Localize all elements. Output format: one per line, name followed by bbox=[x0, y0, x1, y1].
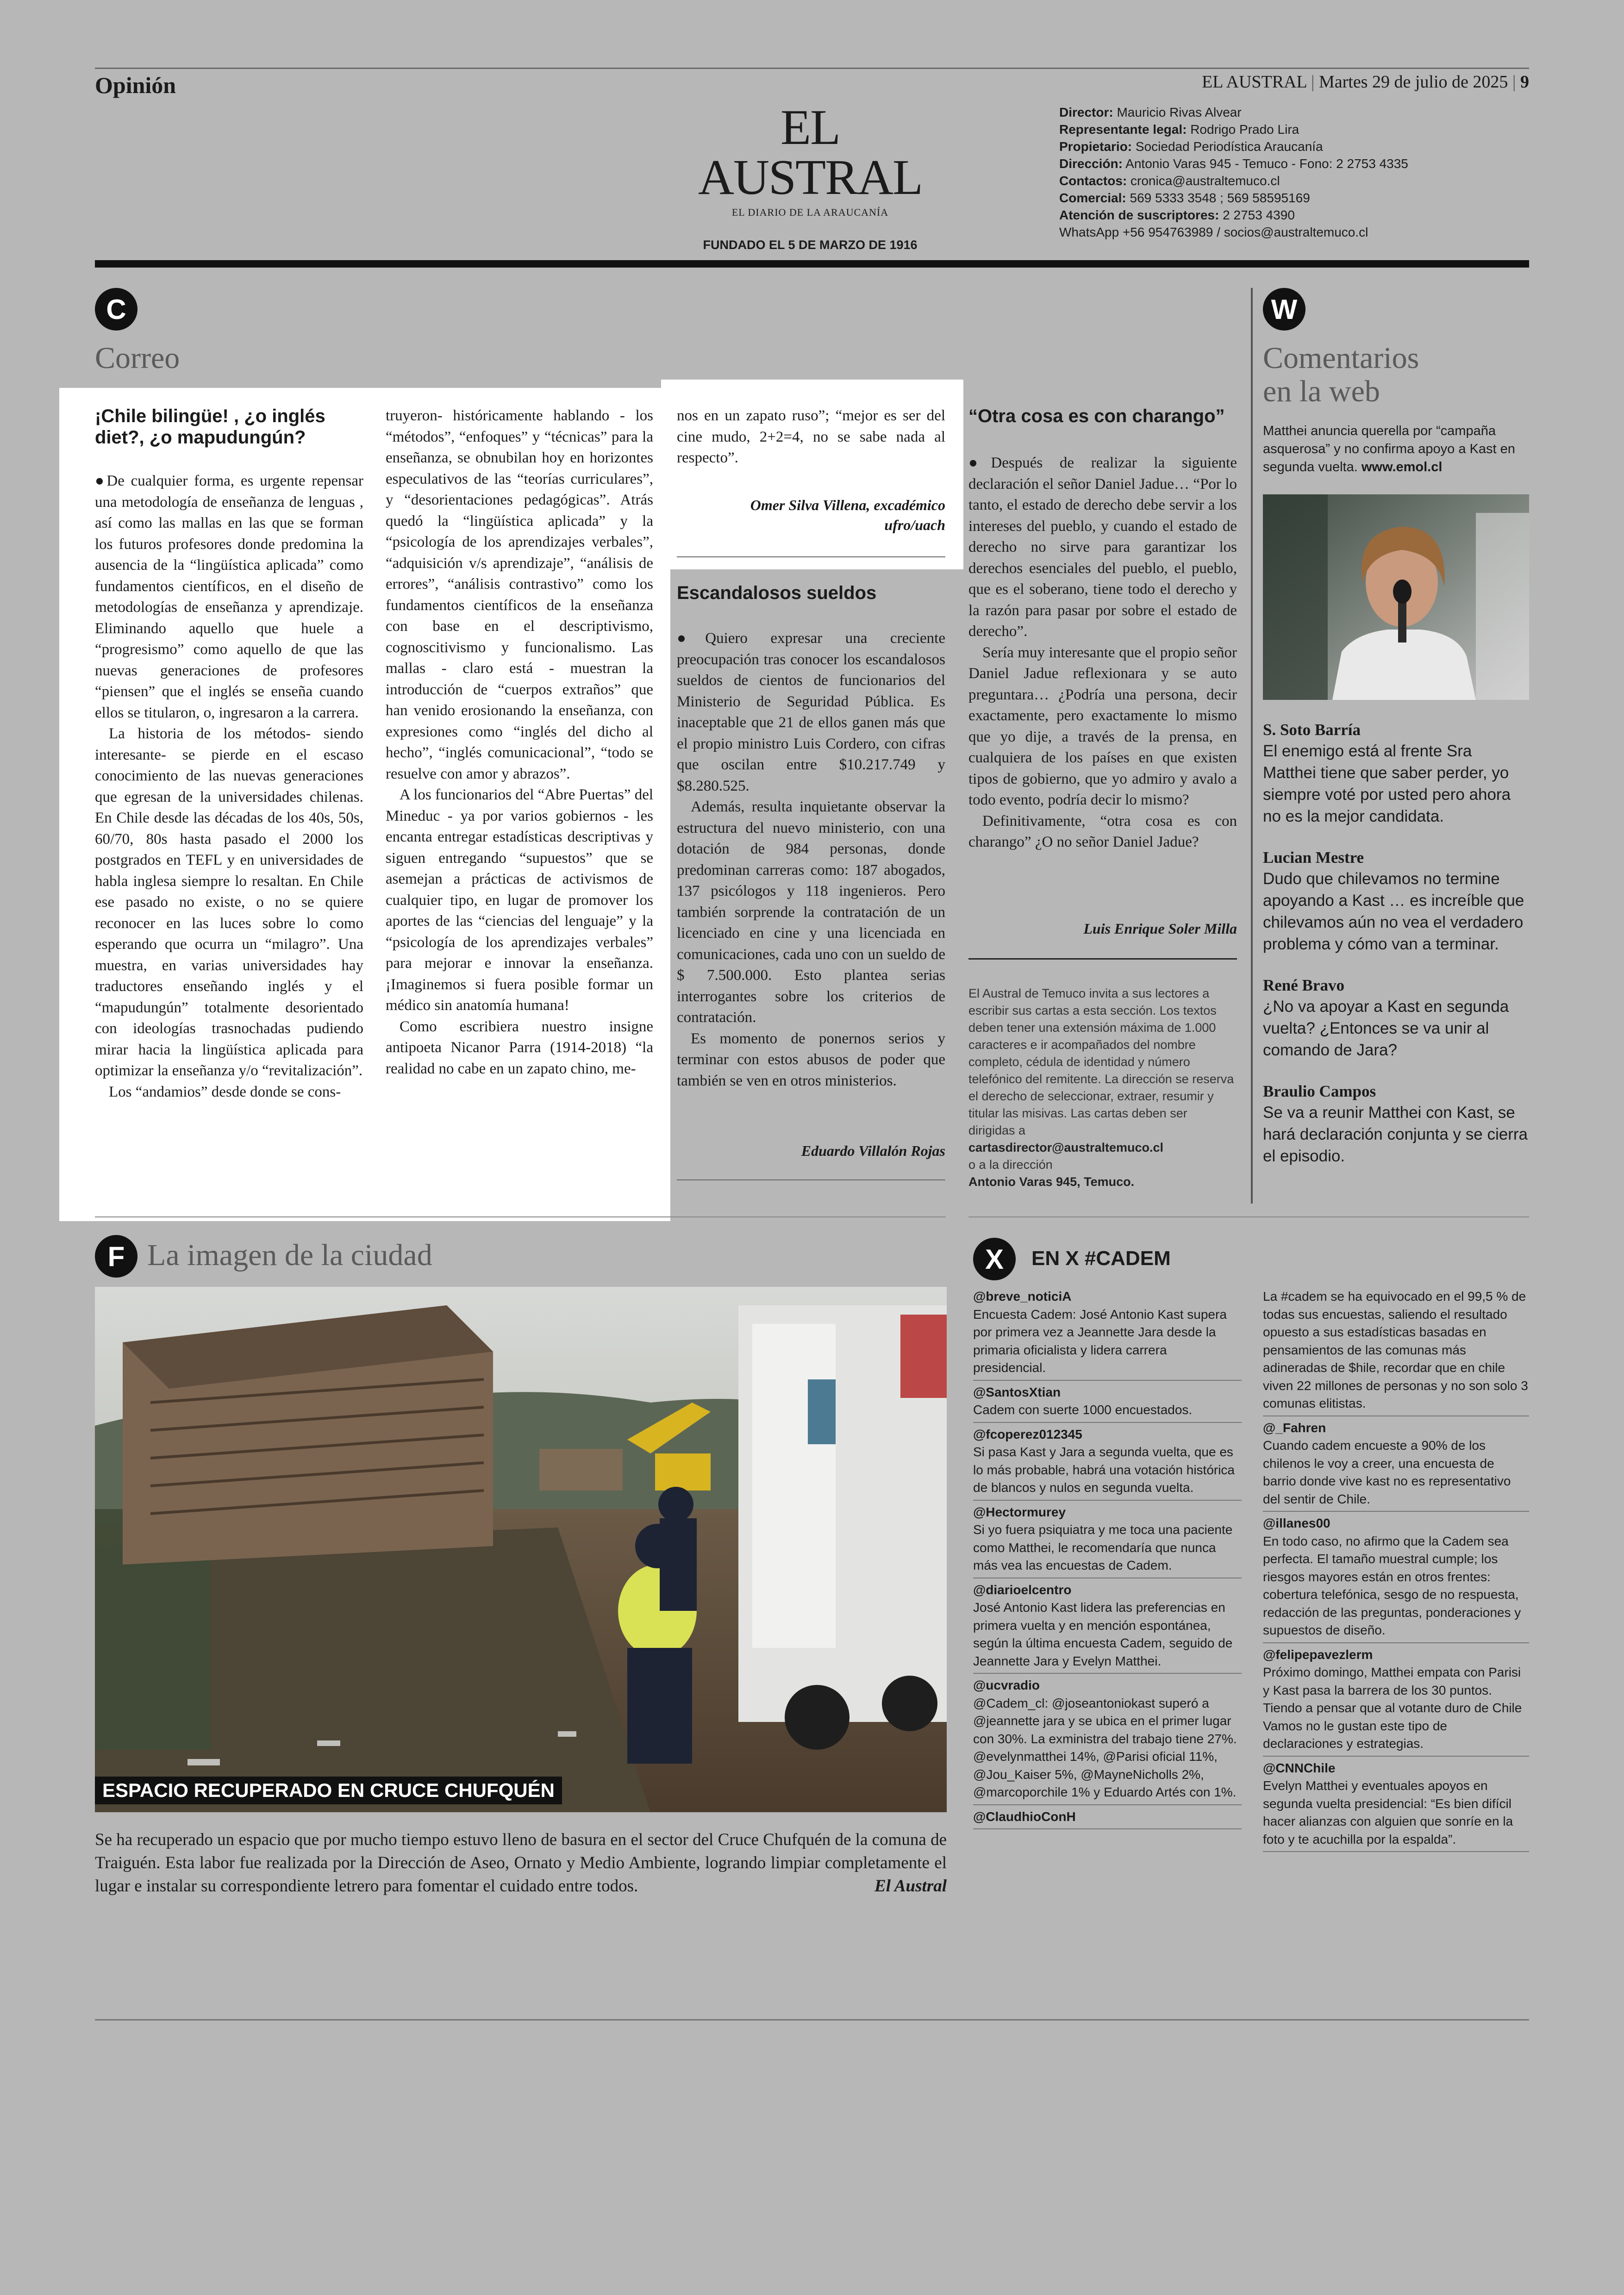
staff-row bbox=[1059, 121, 1531, 138]
letter3-p2: Sería muy interesante que el propio señor Daniel Jadue reflexionara y se auto preguntara… ¿Podría una persona, decir exactamente, pero exactamente lo mismo que yo dije, a través de la prensa, en cualquiera de los países en que existen tipos de gobierno, que yo admiro y avalo a todo evento, podría decir lo mismo? bbox=[968, 644, 1237, 808]
staff-row bbox=[1059, 189, 1531, 206]
city-photo bbox=[95, 1287, 947, 1812]
web-intro bbox=[1263, 422, 1529, 476]
staff-row bbox=[1059, 138, 1531, 155]
letter2-title: Escandalosos sueldos bbox=[677, 583, 877, 603]
x-post-handle[interactable]: @CNNChile bbox=[1263, 1760, 1336, 1775]
staff-box bbox=[1059, 104, 1531, 241]
letter1-col2-p3: Como escribiera nuestro insigne antipoeta Nicanor Parra (1914-2018) “la realidad no cabe en un zapato chino, me- bbox=[386, 1018, 653, 1077]
staff-value: Antonio Varas 945 - Temuco - Fono: 2 2753 4335 bbox=[1122, 156, 1408, 171]
city-top-rule bbox=[95, 1216, 946, 1217]
web-comment-text: Se va a reunir Matthei con Kast, se hará declaración conjunta y se cierra el episodio. bbox=[1263, 1104, 1528, 1165]
x-post-text: La #cadem se ha equivocado en el 99,5 % de todas sus encuestas, saliendo el resultado opuesto a sus estadísticas basadas en pensamientos de las comunas más adineradas de $hile, recordar que en chile viven 22 millones de personas y no son solo 3 comunas elitistas. bbox=[1263, 1289, 1528, 1410]
x-post bbox=[973, 1384, 1242, 1423]
staff-label: Atención de suscriptores: bbox=[1059, 208, 1219, 222]
staff-value: 569 5333 3548 ; 569 58595169 bbox=[1126, 191, 1310, 205]
staff-row bbox=[1059, 206, 1531, 224]
city-photo-svg bbox=[95, 1287, 947, 1812]
staff-label: Director: bbox=[1059, 105, 1113, 119]
staff-label: Propietario: bbox=[1059, 139, 1132, 154]
letter3-signature: Luis Enrique Soler Milla bbox=[1083, 920, 1237, 937]
letter1-col1-p1: ●De cualquier forma, es urgente repensar una metodología de enseñanza de lenguas , así como las mallas en las que se forman los futuros profesores donde predomina la ausencia de la “lingüística aplicada” como fundamentos científicos, en el diseño de metodologías de enseñanza y aprendizaje. Eliminando aquello que huele a “progresismo” como aquello de que las nuevas generaciones de profesores “piensen” que el inglés se enseña cuando ellos se titularon, o, ingresaron a la carrera. bbox=[95, 473, 363, 721]
letters-notice bbox=[968, 985, 1237, 1191]
letter1-col1 bbox=[95, 471, 363, 1103]
city-photo-label: ESPACIO RECUPERADO EN CRUCE CHUFQUÉN bbox=[95, 1777, 562, 1804]
x-post-handle[interactable]: @ClaudhioConH bbox=[973, 1809, 1076, 1824]
letter1-col1-p3: Los “andamios” desde donde se cons- bbox=[109, 1083, 341, 1100]
x-post-text: @Cadem_cl: @joseantoniokast superó a @jeannette jara y se ubica en el primer lugar con 30%. La exministra del trabajo tiene 27%. @evelynmatthei 14%, @Parisi oficial 11%, @Jou_Kaiser 5%, @MayneNicholls 2%, @marcoporchile 1% y Eduardo Artés con 1%. bbox=[973, 1696, 1237, 1799]
web-comment-author: René Bravo bbox=[1263, 976, 1344, 994]
web-intro-link[interactable]: www.emol.cl bbox=[1361, 460, 1443, 474]
staff-row bbox=[1059, 104, 1531, 121]
web-comment-author: Braulio Campos bbox=[1263, 1082, 1376, 1100]
letter2-p1: ●Quiero expresar una creciente preocupación tras conocer los escandalosos sueldos de cientos de funcionarios del Ministerio de Seguridad Pública. Es inaceptable que 21 de ellos ganen más que el propio ministro Luis Cordero, con cifras que oscilan entre $10.217.749 y $8.280.525. bbox=[677, 630, 945, 794]
staff-value: WhatsApp +56 954763989 / socios@australtemuco.cl bbox=[1059, 225, 1368, 239]
web-comment-author: S. Soto Barría bbox=[1263, 721, 1361, 739]
x-badge: X bbox=[973, 1238, 1016, 1280]
staff-row bbox=[1059, 172, 1531, 189]
web-title-line2: en la web bbox=[1263, 374, 1380, 408]
staff-label: Comercial: bbox=[1059, 191, 1126, 205]
notice-address: Antonio Varas 945, Temuco. bbox=[968, 1175, 1135, 1189]
x-post-text: Si yo fuera psiquiatra y me toca una paciente como Matthei, le recomendaría que nunca más vea las encuestas de Cadem. bbox=[973, 1522, 1233, 1572]
x-post-handle[interactable]: @fcoperez012345 bbox=[973, 1427, 1082, 1441]
letter1-title: ¡Chile bilingüe! , ¿o inglés diet?, ¿o mapudungún? bbox=[95, 406, 325, 448]
staff-label: Dirección: bbox=[1059, 156, 1123, 171]
notice-text: El Austral de Temuco invita a sus lectores a escribir sus cartas a esta sección. Los textos deben tener una extensión máxima de 1.000 caracteres e ir acompañados del nombre completo, cédula de identidad y número telefónico del remitente. La dirección se reserva el derecho de seleccionar, extraer, resumir y titular las misivas. Las cartas deben ser dirigidas a bbox=[968, 986, 1234, 1137]
web-comments-list bbox=[1263, 720, 1529, 1187]
letter1-col3 bbox=[677, 405, 945, 469]
letter1-col3-p1: nos en un zapato ruso”; “mejor es ser del cine mudo, 2+2=4, no se sabe nada al respecto”. bbox=[677, 407, 945, 466]
x-post-text: Si pasa Kast y Jara a segunda vuelta, que es lo más probable, habrá una votación histórica de blancos y nulos en segunda vuelta. bbox=[973, 1445, 1235, 1495]
x-post bbox=[973, 1288, 1242, 1381]
x-col2 bbox=[1263, 1288, 1529, 1855]
web-comment-text: Dudo que chilevamos no termine apoyando a Kast … es increíble que chilevamos aún no vea el verdadero problema y cómo van a terminar. bbox=[1263, 870, 1524, 953]
staff-row bbox=[1059, 155, 1531, 172]
x-post-text: Cuando cadem encueste a 90% de los chilenos le voy a creer, una encuesta de barrio donde vive kast no es representativo del sentir de Chile. bbox=[1263, 1438, 1511, 1506]
x-post-handle[interactable]: @felipepavezlerm bbox=[1263, 1647, 1373, 1662]
x-post-handle[interactable]: @_Fahren bbox=[1263, 1420, 1326, 1435]
x-col1 bbox=[973, 1288, 1242, 1832]
x-post-handle[interactable]: @breve_noticiA bbox=[973, 1289, 1072, 1303]
x-post bbox=[973, 1581, 1242, 1674]
staff-label: Contactos: bbox=[1059, 174, 1127, 188]
letter3-body bbox=[968, 453, 1237, 853]
web-intro-text: Matthei anuncia querella por “campaña asquerosa” y no confirma apoyo a Kast en segunda vuelta. bbox=[1263, 424, 1515, 474]
founded-line: FUNDADO EL 5 DE MARZO DE 1916 bbox=[703, 238, 918, 252]
x-post bbox=[1263, 1646, 1529, 1757]
letter1-col2-p2: A los funcionarios del “Abre Puertas” del Mineduc - ya por varios gobiernos - les encanta entregar estadísticas descriptivas y siguen entregando “supuestos” que se asemejan a prácticas de activismos de cualquier tipo, en lugar de promover los aportes de las “ciencias del lenguaje” y la “psicología de los aprendizajes verbales” para mejorar e innovar la enseñanza. ¡Imaginemos si fuera posible formar un médico sin anatomía humana! bbox=[386, 786, 654, 1014]
letter3-title: “Otra cosa es con charango” bbox=[968, 406, 1225, 426]
staff-value: Sociedad Periodística Araucanía bbox=[1132, 139, 1323, 154]
x-post-handle[interactable]: @ucvradio bbox=[973, 1678, 1040, 1692]
letter3-p1: ●Después de realizar la siguiente declaración el señor Daniel Jadue… “Por lo tanto, el estado de derecho debe servir a los intereses del pueblo, y cuando el estado de derecho no sirve para garantizar los derechos esenciales del pueblo, el pueblo, que es el soberano, tiene todo el derecho y la razón para pasar por sobre el estado de derecho”. bbox=[968, 455, 1237, 640]
web-comment-author: Lucian Mestre bbox=[1263, 848, 1364, 867]
letter1-signature: Omer Silva Villena, excadémico ufro/uach bbox=[750, 497, 945, 533]
header-dateline: EL AUSTRAL | Martes 29 de julio de 2025 | 9 bbox=[1202, 72, 1529, 92]
correo-title: Correo bbox=[95, 341, 180, 375]
web-badge: W bbox=[1263, 288, 1305, 331]
x-post-handle[interactable]: @Hectormurey bbox=[973, 1504, 1066, 1519]
city-title: La imagen de la ciudad bbox=[147, 1238, 432, 1272]
staff-value: 2 2753 4390 bbox=[1219, 208, 1295, 222]
correo-badge: C bbox=[95, 288, 137, 331]
x-post bbox=[1263, 1515, 1529, 1643]
staff-value: cronica@australtemuco.cl bbox=[1127, 174, 1280, 188]
header-thick-rule bbox=[95, 260, 1529, 268]
section-name: Opinión bbox=[95, 72, 176, 98]
x-post-text: Encuesta Cadem: José Antonio Kast supera por primera vez a Jeannette Jara desde la primaria oficialista y lidera carrera presidencial. bbox=[973, 1307, 1227, 1375]
city-badge: F bbox=[95, 1235, 137, 1278]
x-post-text: En todo caso, no afirmo que la Cadem sea perfecta. El tamaño muestral cumple; los riesgos mayores están en otros frentes: cobertura telefónica, sesgo de no respuesta, redacción de las preguntas, ponderaciones y supuestos de diseño. bbox=[1263, 1534, 1521, 1637]
x-post bbox=[973, 1677, 1242, 1805]
x-post-handle[interactable]: @SantosXtian bbox=[973, 1384, 1061, 1399]
letter2-signature: Eduardo Villalón Rojas bbox=[801, 1142, 945, 1159]
notice-or: o a la dirección bbox=[968, 1158, 1053, 1172]
header-date: Martes 29 de julio de 2025 bbox=[1318, 72, 1508, 92]
staff-row bbox=[1059, 224, 1531, 241]
letter1-col2 bbox=[386, 405, 653, 1079]
masthead-logo: EL AUSTRAL bbox=[698, 100, 923, 205]
letter2-end-rule bbox=[677, 1179, 945, 1180]
x-post bbox=[973, 1808, 1242, 1830]
web-comment-text: El enemigo está al frente Sra Matthei tiene que saber perder, yo siempre voté por usted pero ahora no es la mejor candidata. bbox=[1263, 742, 1511, 825]
city-caption: Se ha recuperado un espacio que por mucho tiempo estuvo lleno de basura en el sector del Cruce Chufquén de la comuna de Traiguén. Esta labor fue realizada por la Dirección de Aseo, Ornato y Medio Ambiente, logrando limpiar completamente el lugar e instalar su correspondiente letrero para fomentar el cuidado entre todos. bbox=[95, 1830, 947, 1896]
notice-email[interactable]: cartasdirector@australtemuco.cl bbox=[968, 1141, 1163, 1154]
letter1-col2-p1: truyeron- históricamente hablando - los “métodos”, “enfoques” y “técnicas” para la enseñanza, se obnubilan hoy en horizontes especulativos de las “teorías curriculares”, y “desorientaciones pedagógicas”. Atrás quedó la “lingüística aplicada” y la “psicología de los aprendizajes verbales”, “adquisición v/s aprendizaje”, “análisis de errores”, “análisis contrastivo” como los fundamentos científicos de la enseñanza con base en el descriptivismo, cognoscitivismo y funcionalismo. Las mallas - claro está - muestran la introducción de “cuerpos extraños” que han venido erosionando la enseñanza, con expresiones como “inglés del dicho al hecho”, “inglés comunicacional”, “todo se resuelve con amor y abrazos”. bbox=[386, 407, 653, 782]
letter2-p2: Además, resulta inquietante observar la estructura del nuevo ministerio, con una dotación de 984 personas, donde predominan carreras como: 187 abogados, 137 psicólogos y 118 ingenieros. Pero también sorprende la contratación de un licenciado en cine y una licenciada en comunicaciones, cada uno con un sueldo de $ 7.500.000. Esto plantea serias interrogantes sobre los criterios de contratación. bbox=[677, 798, 945, 1026]
web-comment-text: ¿No va apoyar a Kast en segunda vuelta? ¿Entonces se va unir al comando de Jara? bbox=[1263, 998, 1509, 1059]
x-post-text: Cadem con suerte 1000 encuestados. bbox=[973, 1403, 1193, 1417]
matthei-photo bbox=[1263, 494, 1529, 700]
staff-value: Rodrigo Prado Lira bbox=[1187, 122, 1299, 137]
masthead-tagline: EL DIARIO DE LA ARAUCANÍA bbox=[731, 206, 889, 218]
bottom-rule bbox=[95, 2019, 1529, 2021]
x-post-text: Próximo domingo, Matthei empata con Parisi y Kast pasa la barrera de los 30 puntos. Tiendo a pensar que al votante duro de Chile Vamos no le gustan este tipo de declaraciones y estrategias. bbox=[1263, 1665, 1522, 1751]
web-photo bbox=[1263, 494, 1529, 700]
x-post-text: José Antonio Kast lidera las preferencias en primera vuelta y en mención espontánea, según la última encuesta Cadem, seguido de Jeannette Jara y Evelyn Matthei. bbox=[973, 1600, 1233, 1668]
x-post bbox=[1263, 1288, 1529, 1416]
letter1-col1-p2: La historia de los métodos- siendo interesante- se pierde en el escaso conocimiento de las nuevas generaciones que egresan de la universidades chilenas. En Chile desde las décadas de los 40s, 50s, 60/70, 80s hasta pasado el 2000 los postgrados en TEFL y en universidades de habla inglesa siempre lo resaltan. En Chile ese pasado no existe, o no se quiere reconocer en las luces sobre lo como esperando que ocurra un “milagro”. Una muestra, en varias universidades hay traductores enseñando inglés y el “mapudungún” totalmente desorientado con ideologías trasnochadas pudiendo mirar hacia la lingüística aplicada para optimizar la enseñanza y/o “revitalización”. bbox=[95, 725, 363, 1079]
letter2-p3: Es momento de ponernos serios y terminar con estos abusos de poder que también se ven en otros ministerios. bbox=[677, 1030, 945, 1089]
x-post-text: Evelyn Matthei y eventuales apoyos en segunda vuelta presidencial: “Es bien difícil hacer alianzas con alguien que sonríe en la foto y te acuchilla por la espalda”. bbox=[1263, 1778, 1513, 1846]
letter3-end-rule bbox=[968, 958, 1237, 960]
x-post bbox=[1263, 1419, 1529, 1512]
city-credit: El Austral bbox=[874, 1877, 947, 1896]
top-rule bbox=[95, 68, 1529, 69]
x-post bbox=[973, 1503, 1242, 1578]
letter3-p3: Definitivamente, “otra cosa es con charango” ¿O no señor Daniel Jadue? bbox=[968, 812, 1237, 850]
staff-value: Mauricio Rivas Alvear bbox=[1113, 105, 1242, 119]
letter2-body bbox=[677, 628, 945, 1091]
letter1-end-rule bbox=[677, 556, 945, 557]
web-divider bbox=[1251, 288, 1253, 1204]
staff-label: Representante legal: bbox=[1059, 122, 1187, 137]
x-post bbox=[1263, 1759, 1529, 1852]
web-title-line1: Comentarios bbox=[1263, 341, 1419, 375]
city-caption-block bbox=[95, 1828, 947, 1898]
x-post-handle[interactable]: @illanes00 bbox=[1263, 1516, 1330, 1530]
x-title: EN X #CADEM bbox=[1031, 1247, 1171, 1270]
web-title bbox=[1263, 342, 1419, 408]
masthead-block bbox=[694, 100, 926, 252]
x-post-handle[interactable]: @diarioelcentro bbox=[973, 1582, 1072, 1597]
x-top-rule bbox=[968, 1216, 1529, 1217]
page-number: 9 bbox=[1520, 72, 1529, 92]
x-post bbox=[973, 1426, 1242, 1501]
header-paper-name: EL AUSTRAL bbox=[1202, 72, 1307, 92]
